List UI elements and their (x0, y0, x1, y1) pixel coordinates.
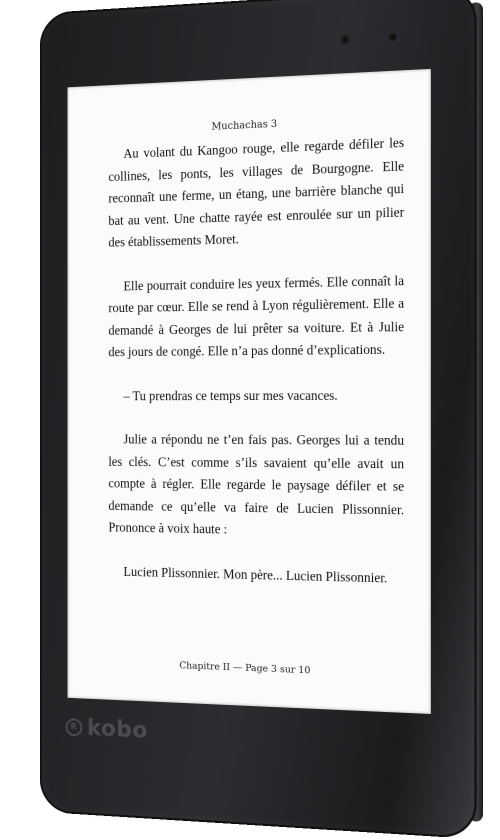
kobo-logo (66, 714, 148, 743)
page-indicator: Chapitre II — Page 3 sur 10 (179, 660, 311, 677)
ereader-device (40, 0, 477, 839)
paragraph: Au volant du Kangoo rouge, elle regarde défiler les collines, les ponts, les villages de Bourgogne. Elle reconnaît une ferme, un étang, une barrière blanche qui bat au vent. Une chatte rayée est enroulée sur un pilier des établissements Moret. (108, 134, 405, 250)
brand-wordmark: kobo (86, 715, 148, 744)
book-title-header: Muchachas 3 (211, 118, 278, 133)
quoted-line: Lucien Plissonnier. Mon père... Lucien Plissonnier. (123, 563, 388, 585)
book-page-text (108, 132, 404, 590)
registered-mark-icon: R (66, 718, 83, 736)
paragraph: Elle pourrait conduire les yeux fermés. Elle connaît la route par cœur. Elle se rend à Lyon régulièrement. Elle a demandé à Georges de lui prêter sa voiture. Et à Julie des jours de congé. Elle n’a pas donné d’explications. (108, 272, 405, 360)
dialogue-line: – Tu prendras ce temps sur mes vacances. (123, 387, 338, 403)
paragraph: Julie a répondu ne t’en fais pas. Georges lui a tendu les clés. C’est comme s’ils savaient qu’elle avait un compte à régler. Elle regarde le paysage défiler et se demande ce qu’elle va faire de Lucien Plissonnier. Prononce à voix haute : (108, 431, 405, 537)
eink-screen[interactable] (67, 69, 430, 714)
